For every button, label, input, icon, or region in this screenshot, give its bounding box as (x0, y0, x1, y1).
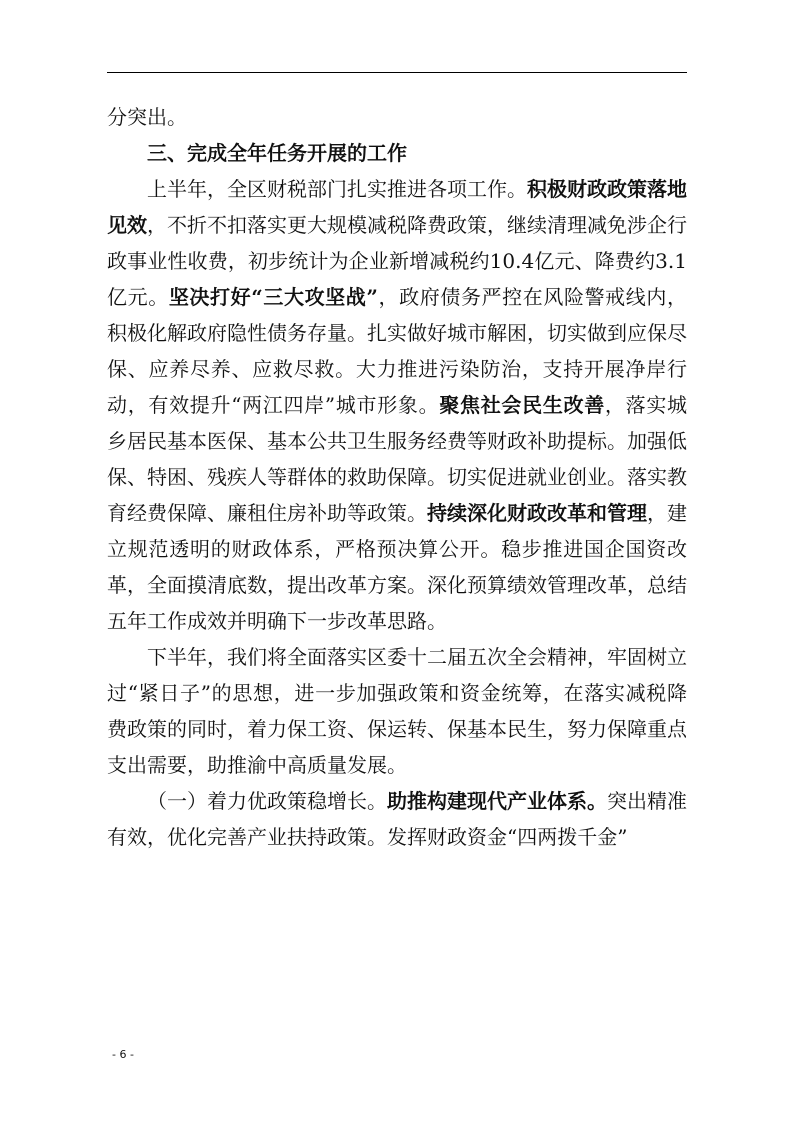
p1-text-1: 上半年，全区财税部门扎实推进各项工作。 (147, 177, 527, 201)
p1-text-3: ，政府债务严控在风险警戒线内，积极化解政府隐性债务存量。扎实做好城市解困，切实做到应保尽保、应养尽养、应救尽救。大力推进污染防治，支持开展净岸行动，有效提升“两江四岸”城市形象。 (107, 285, 688, 417)
p3-subheading: （一）着力优政策稳增长。 (147, 789, 387, 813)
p1-bold-fiscal-policy: 积极财政政策落地见效 (107, 177, 687, 237)
paragraph-first-half-year (107, 171, 687, 639)
page-number: - 6 - (112, 1048, 134, 1061)
p1-text-2: ，不折不扣落实更大规模减税降费政策，继续清理减免涉企行政事业性收费，初步统计为企业新增减税约10.4亿元、降费约3.1亿元。 (107, 213, 687, 309)
p3-text: 突出精准有效，优化完善产业扶持政策。发挥财政资金“四两拨千金” (107, 789, 687, 849)
p3-bold-industry: 助推构建现代产业体系。 (387, 789, 607, 813)
p1-bold-three-battles: 坚决打好“三大攻坚战” (168, 285, 378, 309)
paragraph-second-half-year: 下半年，我们将全面落实区委十二届五次全会精神，牢固树立过“紧日子”的思想，进一步加强政策和资金统筹，在落实减税降费政策的同时，着力保工资、保运转、保基本民生，努力保障重点支出需要，助推渝中高质量发展。 (107, 645, 687, 777)
section-heading: 三、完成全年任务开展的工作 (147, 141, 407, 165)
header-rule (107, 72, 687, 73)
document-body (107, 99, 687, 855)
paragraph-policy-growth (107, 783, 687, 855)
p1-text-4: ，落实城乡居民基本医保、基本公共卫生服务经费等财政补助提标。加强低保、特困、残疾人等群体的救助保障。切实促进就业创业。落实教育经费保障、廉租住房补助等政策。 (107, 393, 688, 525)
p1-bold-livelihood: 聚焦社会民生改善 (439, 393, 605, 417)
p1-text-5: ，建立规范透明的财政体系，严格预决算公开。稳步推进国企国资改革，全面摸清底数，提出改革方案。深化预算绩效管理改革，总结五年工作成效并明确下一步改革思路。 (107, 501, 687, 633)
p1-bold-reform: 持续深化财政改革和管理 (427, 501, 647, 525)
continuation-text: 分突出。 (107, 105, 187, 129)
